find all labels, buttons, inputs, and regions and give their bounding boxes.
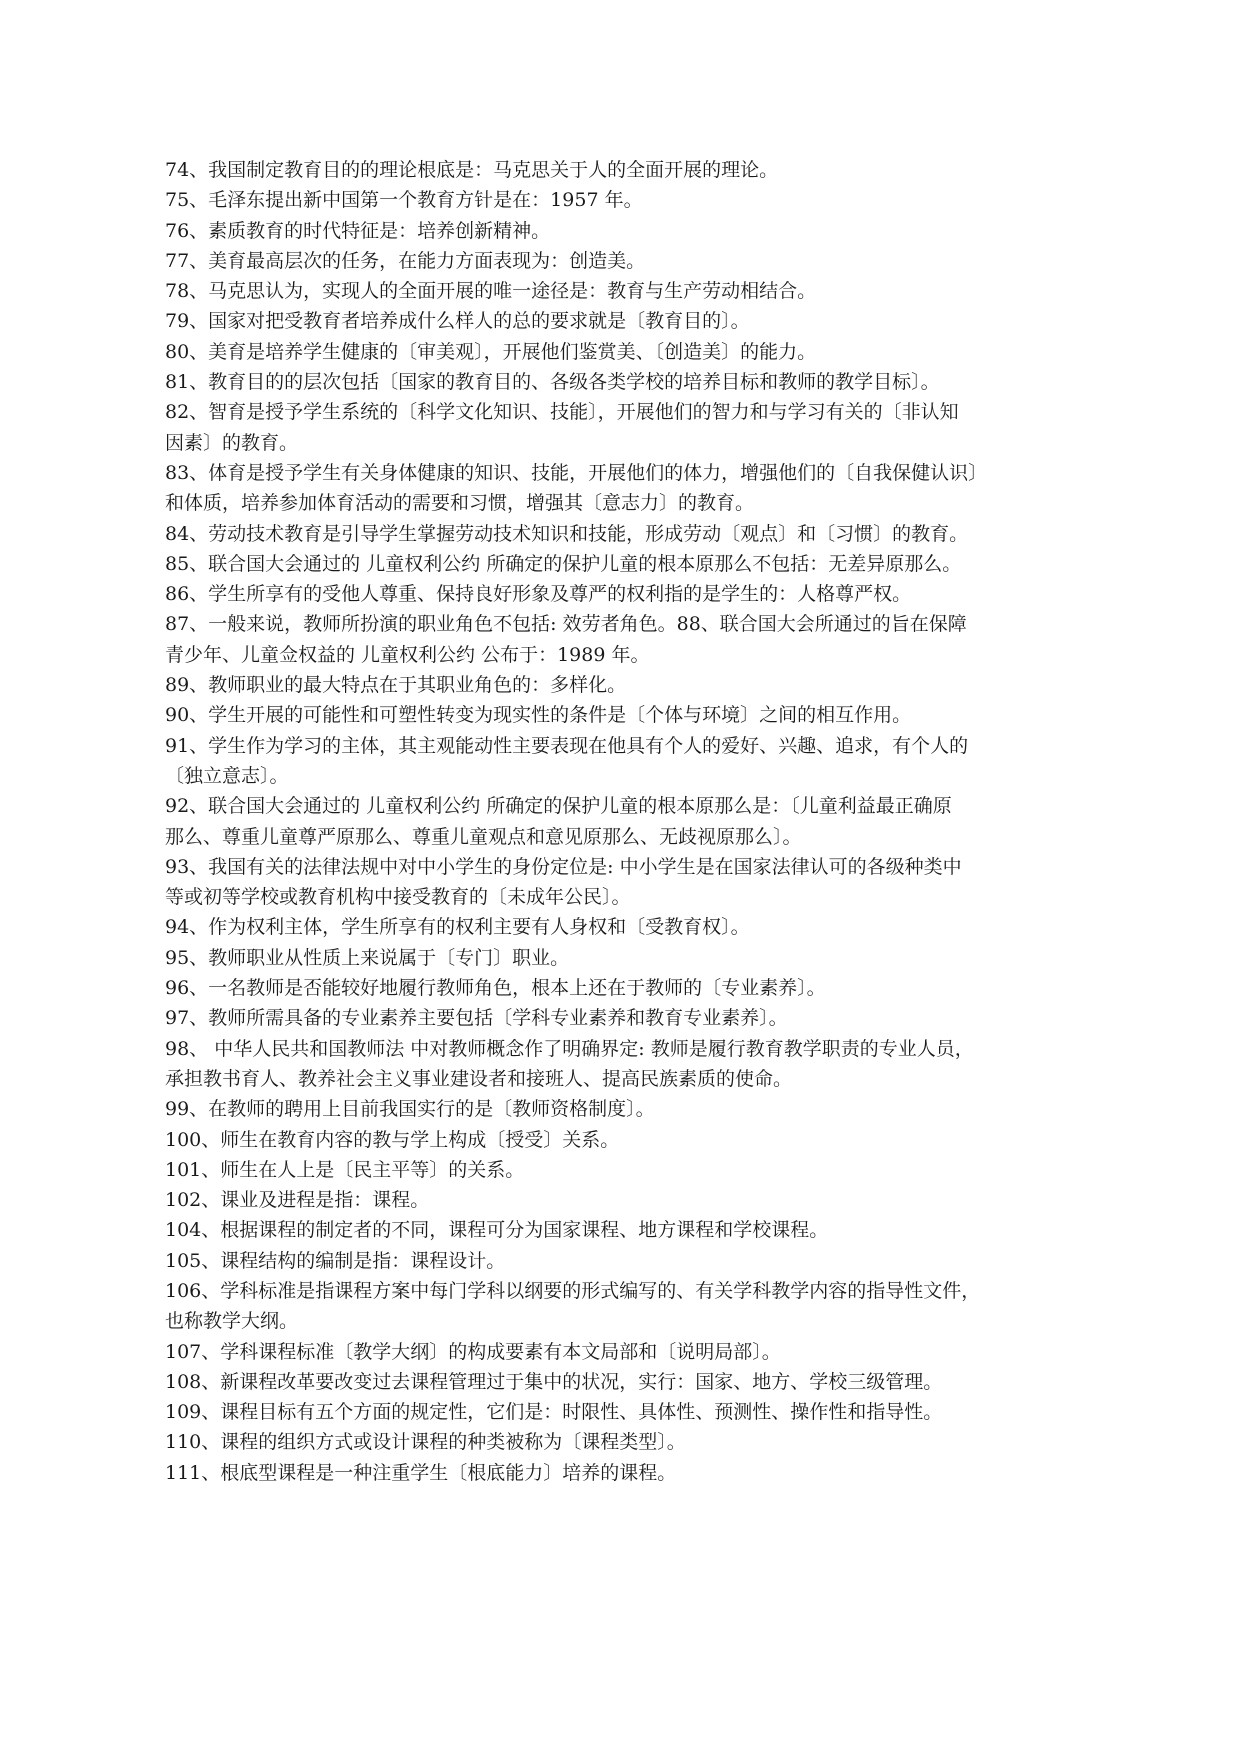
text-line: 93、我国有关的法律法规中对中小学生的身份定位是: 中小学生是在国家法律认可的各级种类中 bbox=[165, 855, 962, 878]
text-line: 和体质，培养参加体育活动的需要和习惯，增强其〔意志力〕的教育。 bbox=[165, 492, 755, 515]
text-line: 75、毛泽东提出新中国第一个教育方针是在：1957 年。 bbox=[165, 189, 643, 212]
text-line: 85、联合国大会通过的 儿童权利公约 所确定的保护儿童的根本原那么不包括：无差异原那么。 bbox=[165, 552, 962, 575]
text-line: 87、一般来说，教师所扮演的职业角色不包括: 效劳者角色。88、联合国大会所通过的旨在保障 bbox=[165, 613, 967, 636]
text-line: 89、教师职业的最大特点在于其职业角色的：多样化。 bbox=[165, 674, 627, 697]
text-line: 74、我国制定教育目的的理论根底是：马克思关于人的全面开展的理论。 bbox=[165, 159, 779, 181]
text-line: 96、一名教师是否能较好地履行教师角色，根本上还在于教师的〔专业素养〕。 bbox=[165, 977, 826, 1000]
text-line: 91、学生作为学习的主体，其主观能动性主要表现在他具有个人的爱好、兴趣、追求，有个人的 bbox=[165, 734, 969, 757]
text-line: 105、课程结构的编制是指：课程设计。 bbox=[165, 1249, 506, 1272]
text-line: 因素〕的教育。 bbox=[165, 431, 299, 454]
text-line: 青少年、儿童佥权益的 儿童权利公约 公布于：1989 年。 bbox=[165, 643, 650, 666]
text-line: 106、学科标准是指课程方案中每门学科以纲要的形式编写的、有关学科教学内容的指导性文件， bbox=[165, 1279, 981, 1302]
text-line: 101、师生在人上是〔民主平等〕的关系。 bbox=[165, 1158, 525, 1181]
text-line: 97、教师所需具备的专业素养主要包括〔学科专业素养和教育专业素养〕。 bbox=[165, 1007, 788, 1030]
text-line: 〔独立意志〕。 bbox=[165, 764, 289, 787]
text-line: 107、学科课程标准〔教学大纲〕的构成要素有本文局部和〔说明局部〕。 bbox=[165, 1340, 781, 1363]
text-line: 104、根据课程的制定者的不同，课程可分为国家课程、地方课程和学校课程。 bbox=[165, 1219, 829, 1242]
text-line: 94、作为权利主体，学生所享有的权利主要有人身权和〔受教育权〕。 bbox=[165, 916, 750, 939]
text-line: 也称教学大纲。 bbox=[165, 1310, 299, 1333]
text-line: 79、国家对把受教育者培养成什么样人的总的要求就是〔教育目的〕。 bbox=[165, 310, 750, 333]
text-line: 108、新课程改革要改变过去课程管理过于集中的状况，实行：国家、地方、学校三级管理。 bbox=[165, 1370, 943, 1393]
text-line: 111、根底型课程是一种注重学生〔根底能力〕培养的课程。 bbox=[165, 1461, 677, 1484]
text-line: 92、联合国大会通过的 儿童权利公约 所确定的保护儿童的根本原那么是：〔儿童利益最正确原 bbox=[165, 795, 952, 818]
text-line: 82、智育是授予学生系统的〔科学文化知识、技能〕，开展他们的智力和与学习有关的〔非认知 bbox=[165, 401, 959, 424]
text-line: 98、 中华人民共和国教师法 中对教师概念作了明确界定: 教师是履行教育教学职责的专业人员， bbox=[165, 1037, 974, 1060]
text-line: 76、素质教育的时代特征是：培养创新精神。 bbox=[165, 219, 551, 242]
text-line: 95、教师职业从性质上来说属于〔专门〕职业。 bbox=[165, 946, 570, 969]
text-line: 那么、尊重儿童尊严原那么、尊重儿童观点和意见原那么、无歧视原那么〕。 bbox=[165, 825, 802, 848]
document-page bbox=[165, 155, 1090, 1488]
text-line: 99、在教师的聘用上目前我国实行的是〔教师资格制度〕。 bbox=[165, 1098, 655, 1121]
text-line: 80、美育是培养学生健康的〔审美观〕，开展他们鉴赏美、〔创造美〕的能力。 bbox=[165, 340, 817, 363]
text-line: 90、学生开展的可能性和可塑性转变为现实性的条件是〔个体与环境〕之间的相互作用。 bbox=[165, 704, 912, 727]
text-line: 110、课程的组织方式或设计课程的种类被称为〔课程类型〕。 bbox=[165, 1431, 686, 1454]
text-line: 81、教育目的的层次包括〔国家的教育目的、各级各类学校的培养目标和教师的教学目标〕。 bbox=[165, 371, 940, 394]
text-line: 86、学生所享有的受他人尊重、保持良好形象及尊严的权利指的是学生的：人格尊严权。 bbox=[165, 583, 912, 606]
text-line: 84、劳动技术教育是引导学生掌握劳动技术知识和技能，形成劳动〔观点〕和〔习惯〕的教育。 bbox=[165, 522, 969, 545]
text-line: 83、体育是授予学生有关身体健康的知识、技能，开展他们的体力，增强他们的〔自我保健认识〕 bbox=[165, 461, 988, 484]
text-line: 等或初等学校或教育机构中接受教育的〔未成年公民〕。 bbox=[165, 886, 631, 909]
text-line: 102、课业及进程是指：课程。 bbox=[165, 1189, 430, 1212]
text-line: 78、马克思认为，实现人的全面开展的唯一途径是：教育与生产劳动相结合。 bbox=[165, 280, 817, 303]
text-line: 承担教书育人、教养社会主义事业建设者和接班人、提高民族素质的使命。 bbox=[165, 1067, 793, 1090]
text-line: 100、师生在教育内容的教与学上构成〔授受〕关系。 bbox=[165, 1128, 620, 1151]
text-line: 77、美育最高层次的任务，在能力方面表现为：创造美。 bbox=[165, 249, 646, 272]
text-line: 109、课程目标有五个方面的规定性，它们是：时限性、具体性、预测性、操作性和指导性。 bbox=[165, 1401, 943, 1424]
